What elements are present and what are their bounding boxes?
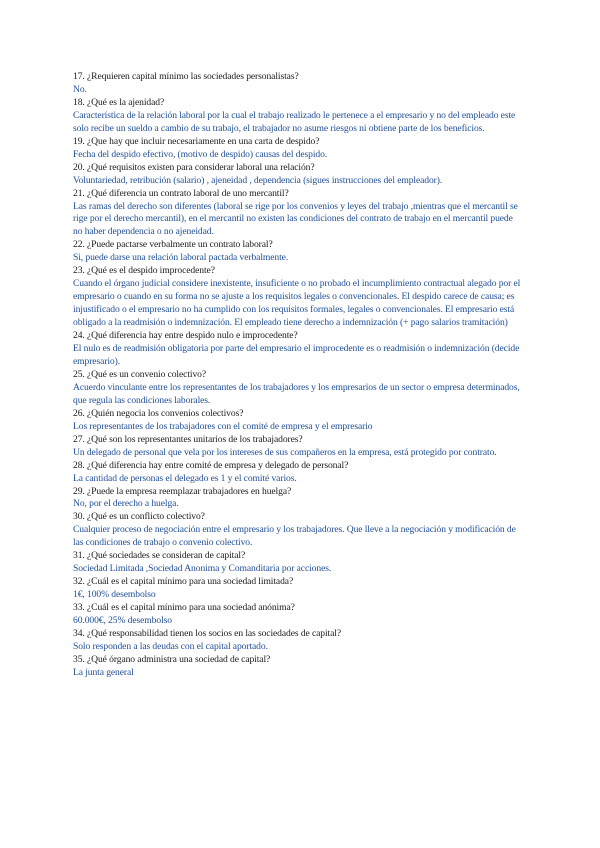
- answer-text: 60.000€, 25% desembolso: [73, 615, 172, 627]
- answer-text: Un delegado de personal que vela por los intereses de sus compañeros en la empresa, está protegido por contrato.: [73, 446, 497, 458]
- answer-text: Característica de la relación laboral por la cual el trabajo realizado le pertenece a el empresario y no del empleado este solo recibe un sueldo a cambio de su trabajo, el trabajador no asume riesgos ni obtiene parte de los beneficios.: [73, 109, 516, 134]
- question-answer-list: [73, 71, 523, 680]
- answer-text: Cuando el órgano judicial considere inexistente, insuficiente o no probado el incumplimiento contractual alegado por el empresario o cuando en su forma no se ajuste a los requisitos legales o convencionales. El despido carece de causa; es injustificado o el empresario no ha cumplido con los requisitos formales, legales o convencionales. El empresario está obligado a la readmisión o indemnización. El empleado tiene derecho a indemnización (+ pago salarios tramitación): [73, 278, 521, 329]
- question-text: 22. ¿Puede pactarse verbalmente un contrato laboral?: [73, 239, 273, 251]
- answer-text: Si, puede darse una relación laboral pactada verbalmente.: [73, 252, 289, 264]
- answer-text: Cualquier proceso de negociación entre el empresario y los trabajadores. Que lleve a la negociación y modificación de las condiciones de trabajo o convenio colectivo.: [73, 524, 516, 549]
- answer-text: Acuerdo vinculante entre los representantes de los trabajadores y los empresarios de un sector o empresa determinados, que regula las condiciones laborales.: [73, 381, 520, 406]
- question-text: 27. ¿Qué son los representantes unitarios de los trabajadores?: [73, 433, 303, 445]
- answer-text: Voluntariedad, retribución (salario) , ajeneidad , dependencia (sigues instrucciones del empleador).: [73, 174, 443, 186]
- question-text: 28. ¿Qué diferencia hay entre comité de empresa y delegado de personal?: [73, 459, 349, 471]
- answer-text: No.: [73, 83, 87, 95]
- question-text: 18. ¿Qué es la ajenidad?: [73, 96, 165, 108]
- answer-text: Los representantes de los trabajadores con el comité de empresa y el empresario: [73, 420, 373, 432]
- question-text: 19. ¿Que hay que incluir necesariamente en una carta de despido?: [73, 135, 320, 147]
- answer-text: Sociedad Limitada ,Sociedad Anonima y Comanditaria por acciones.: [73, 563, 332, 575]
- answer-text: Las ramas del derecho son diferentes (laboral se rige por los convenios y leyes del trabajo ,mientras que el mercantil se rige por el derecho mercantil), en el mercantil no existen las condiciones del contrato de trabajo en el mercantil puede no haber dependencia o no ajeneidad.: [73, 200, 518, 238]
- answer-text: No, por el derecho a huelga.: [73, 498, 179, 510]
- question-text: 26. ¿Quién negocia los convenios colectivos?: [73, 407, 244, 419]
- question-text: 31. ¿Qué sociedades se consideran de capital?: [73, 550, 246, 562]
- question-text: 30. ¿Qué es un conflicto colectivo?: [73, 511, 205, 523]
- answer-text: Solo responden a las deudas con el capital aportado.: [73, 640, 268, 652]
- question-text: 21. ¿Qué diferencia un contrato laboral de uno mercantil?: [73, 187, 289, 199]
- question-text: 20. ¿Qué requisitos existen para considerar laboral una relación?: [73, 161, 315, 173]
- answer-text: La cantidad de personas el delegado es 1 y el comité varios.: [73, 472, 297, 484]
- answer-text: La junta general: [73, 666, 134, 678]
- answer-text: El nulo es de readmisión obligatoria por parte del empresario el improcedente es o readmisión o indemnización (decide empresario).: [73, 343, 520, 367]
- question-text: 24. ¿Qué diferencia hay entre despido nulo e improcedente?: [73, 330, 298, 342]
- question-text: 33. ¿Cuál es el capital mínimo para una sociedad anónima?: [73, 602, 295, 614]
- question-text: 32. ¿Cuál es el capital mínimo para una sociedad limitada?: [73, 576, 294, 588]
- question-text: 34. ¿Qué responsabilidad tienen los socios en las sociedades de capital?: [73, 627, 342, 639]
- question-text: 25. ¿Qué es un convenio colectivo?: [73, 368, 206, 380]
- question-text: 17. ¿Requieren capital mínimo las sociedades personalistas?: [73, 71, 299, 82]
- answer-text: Fecha del despido efectivo, (motivo de despido) causas del despido.: [73, 148, 328, 160]
- question-text: 35. ¿Qué órgano administra una sociedad de capital?: [73, 653, 271, 665]
- question-text: 23. ¿Qué es el despido improcedente?: [73, 265, 215, 277]
- answer-text: 1€, 100% desembolso: [73, 589, 156, 601]
- question-text: 29. ¿Puede la empresa reemplazar trabajadores en huelga?: [73, 485, 292, 497]
